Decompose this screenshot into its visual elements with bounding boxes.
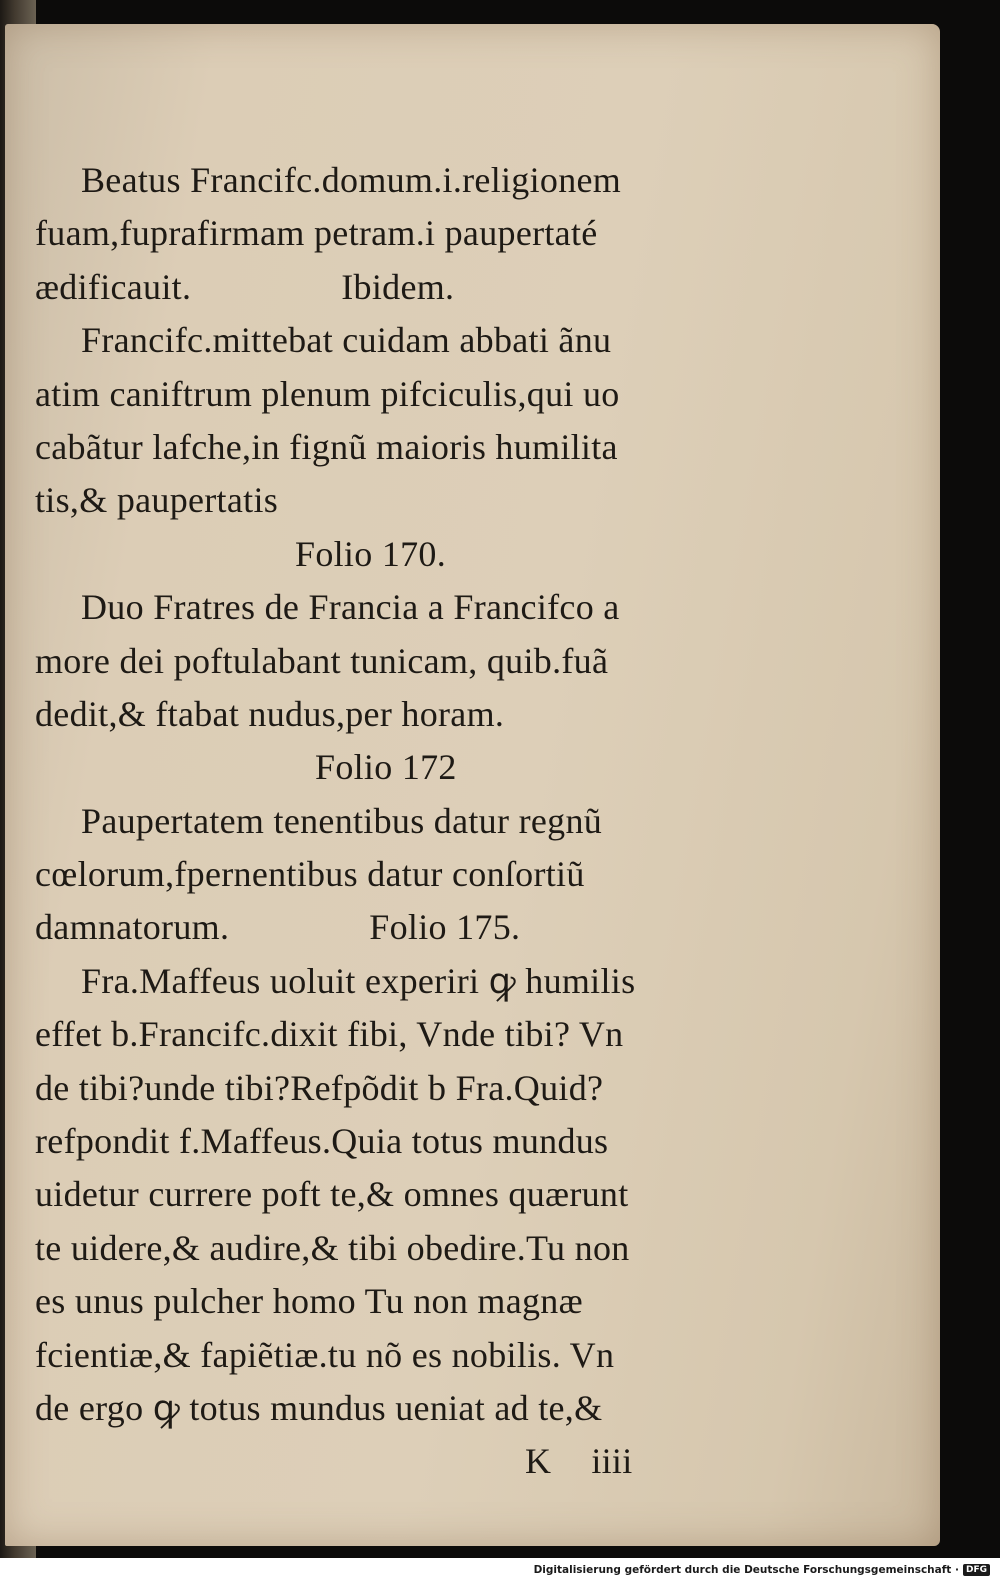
text-line-content: te uidere,& audire,& tibi obedire.Tu non: [35, 1227, 630, 1268]
text-line-content: de ergo ꝙ totus mundus ueniat ad te,&: [35, 1387, 603, 1428]
book-page: [5, 24, 940, 1546]
text-line: [35, 795, 735, 848]
text-line-content: atim caniftrum plenum pifciculis,qui uo: [35, 373, 620, 414]
text-line: [35, 1275, 735, 1328]
text-line-content: dedit,& ftabat nudus,per horam.: [35, 693, 505, 734]
signature-mark: [35, 1435, 735, 1488]
text-line-content: more dei poftulabant tunicam, quib.fuã: [35, 640, 609, 681]
text-line-content: cœlorum,fpernentibus datur conſortiũ: [35, 854, 585, 895]
text-line-content: Francifc.mittebat cuidam abbati ãnu: [81, 320, 612, 361]
folio-reference: Folio 175.: [369, 907, 521, 948]
page-text: [35, 154, 735, 1489]
text-line-content: uidetur currere poft te,& omnes quærunt: [35, 1174, 629, 1215]
text-line: [35, 635, 735, 688]
text-line-content: refpondit f.Maffeus.Quia totus mundus: [35, 1121, 609, 1162]
text-line-content: Beatus Francifc.domum.i.religionem: [81, 160, 622, 200]
text-line: [35, 848, 735, 901]
text-line-content: ædificauit.: [35, 266, 192, 307]
text-line: [35, 1382, 735, 1435]
text-line: [35, 1222, 735, 1275]
text-line: [35, 1062, 735, 1115]
folio-label: Folio 170.: [295, 533, 447, 574]
signature-number: iiii: [591, 1441, 633, 1482]
text-line-content: fuam,fuprafirmam petram.i paupertaté: [35, 213, 598, 254]
footer-credit-text: Digitalisierung gefördert durch die Deutsche Forschungsgemeinschaft ·: [533, 1563, 959, 1576]
folio-label: Folio 172: [315, 747, 457, 788]
dfg-logo: DFG: [963, 1564, 990, 1576]
text-line: [35, 261, 735, 314]
text-line-content: damnatorum.: [35, 907, 230, 948]
text-line: [35, 901, 735, 954]
text-line-content: cabãtur lafche,in fignũ maioris humilita: [35, 426, 618, 467]
text-line: [35, 1008, 735, 1061]
text-line: [35, 581, 735, 634]
text-line-content: Paupertatem tenentibus datur regnũ: [81, 800, 603, 841]
text-line: [35, 421, 735, 474]
folio-reference: [35, 741, 735, 794]
folio-reference: [35, 528, 735, 581]
digitization-footer: [0, 1558, 1000, 1581]
text-line-content: Duo Fratres de Francia a Francifco a: [81, 587, 620, 628]
text-line-content: Fra.Maffeus uoluit experiri ꝙ humilis: [81, 960, 636, 1001]
text-line: [35, 154, 735, 207]
text-line: [35, 368, 735, 421]
text-line: [35, 1168, 735, 1221]
ibidem-reference: Ibidem.: [341, 266, 455, 307]
text-line-content: de tibi?unde tibi?Refpõdit b Fra.Quid?: [35, 1067, 604, 1108]
text-line-content: effet b.Francifc.dixit fibi, Vnde tibi? Vn: [35, 1014, 624, 1055]
text-line: [35, 1329, 735, 1382]
text-line-content: tis,& paupertatis: [35, 480, 279, 521]
text-line: [35, 688, 735, 741]
text-line-content: fcientiæ,& fapiẽtiæ.tu nõ es nobilis. Vn: [35, 1334, 615, 1375]
signature-letter: K: [525, 1441, 552, 1482]
text-line: [35, 955, 735, 1008]
text-line: [35, 474, 735, 527]
text-line: [35, 1115, 735, 1168]
text-line: [35, 314, 735, 367]
text-line: [35, 207, 735, 260]
text-line-content: es unus pulcher homo Tu non magnæ: [35, 1281, 583, 1322]
